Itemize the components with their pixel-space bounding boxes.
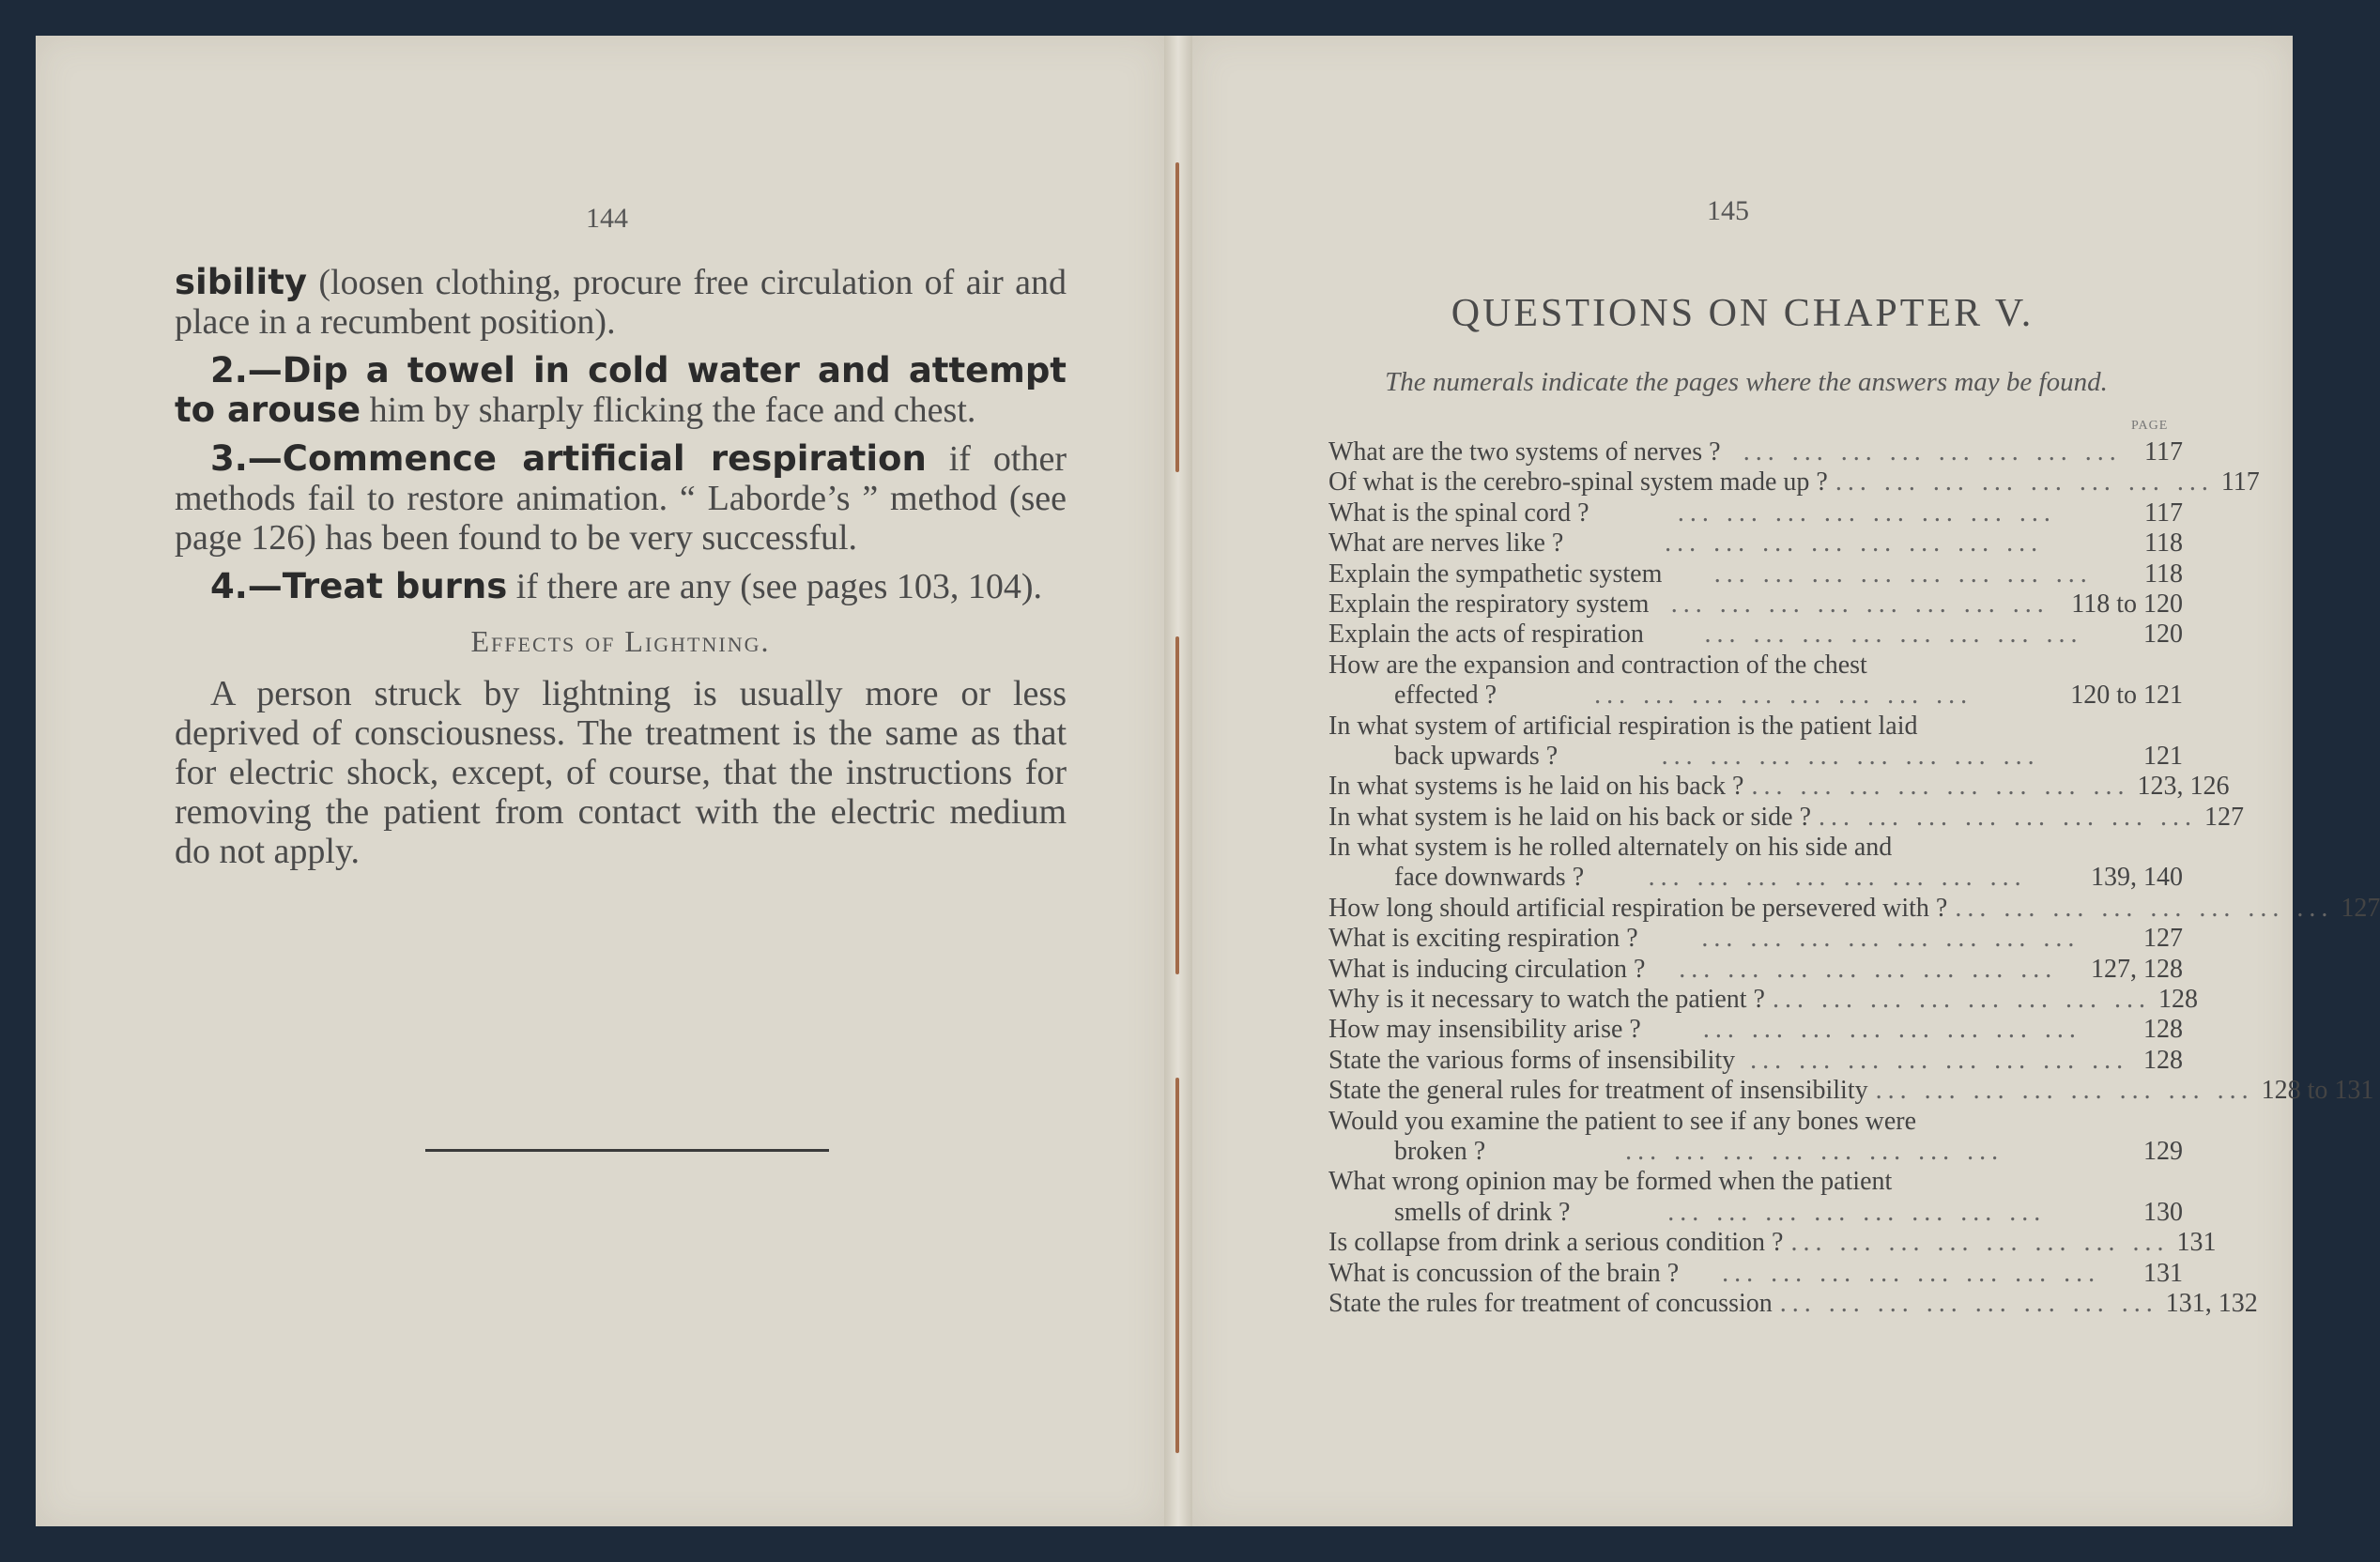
question-text: Explain the respiratory system <box>1328 589 1650 619</box>
question-page-ref: 127 <box>2341 893 2380 923</box>
page-number-left: 144 <box>586 203 628 234</box>
leader-dots: ... ... ... ... ... ... ... ... <box>1713 559 2093 589</box>
question-text: What is inducing circulation ? <box>1328 954 1646 984</box>
question-text: Why is it necessary to watch the patient ? <box>1328 985 1765 1015</box>
question-page-ref: 131 <box>2176 1228 2217 1258</box>
leader-dots: ... ... ... ... ... ... ... ... <box>1677 498 2056 528</box>
question-text: What are the two systems of nerves ? <box>1328 437 1721 467</box>
question-page-ref: 117 <box>2144 498 2183 528</box>
question-line <box>1328 985 2198 1015</box>
question-page-ref: 118 <box>2144 559 2183 589</box>
chapter-note: The numerals indicate the pages where the answers may be found. <box>1385 367 2108 397</box>
paragraph-dip-towel: 2.—Dip a towel in cold water and attempt to arouse him by sharply flicking the face and chest. <box>175 350 1067 430</box>
chapter-title: QUESTIONS ON CHAPTER V. <box>1451 292 2035 335</box>
leader-dots: ... ... ... ... ... ... ... ... <box>1648 863 2027 893</box>
question-page-ref: 128 to 131 <box>2261 1076 2374 1106</box>
paragraph-artificial-respiration: 3.—Commence artificial respiration if other methods fail to restore animation. “ Laborde’s ” method (see page 126) has been found to be very successful. <box>175 438 1067 558</box>
question-text: What are nerves like ? <box>1328 528 1564 559</box>
questions-list <box>1328 437 2380 1319</box>
page-number-right: 145 <box>1707 195 1749 226</box>
question-line <box>1328 955 2183 985</box>
question-page-ref: 131 <box>2143 1258 2183 1288</box>
question-page-ref: 120 to 121 <box>2070 681 2183 711</box>
question-text: How long should artificial respiration be persevered with ? <box>1328 893 1948 923</box>
leader-dots: ... ... ... ... ... ... ... ... <box>1701 924 2081 954</box>
question-page-ref: 117 <box>2220 467 2260 498</box>
question-line <box>1328 802 2245 833</box>
question-line <box>1328 651 2183 681</box>
question-line <box>1328 1198 2183 1228</box>
question-text: Is collapse from drink a serious condition ? <box>1328 1228 1784 1258</box>
question-line <box>1328 437 2183 467</box>
leader-dots: ... ... ... ... ... ... ... ... <box>1835 467 2214 498</box>
question-text: State the general rules for treatment of insensibility <box>1328 1076 1868 1106</box>
leader-dots: ... ... ... ... ... ... ... ... <box>1955 893 2334 923</box>
question-text: face downwards ? <box>1394 863 1585 893</box>
question-text: What is concussion of the brain ? <box>1328 1258 1680 1288</box>
left-page-text <box>175 263 1067 881</box>
question-text: back upwards ? <box>1394 741 1559 771</box>
question-page-ref: 129 <box>2143 1136 2183 1166</box>
end-rule <box>425 1149 829 1152</box>
question-line <box>1328 863 2183 893</box>
question-line <box>1328 924 2183 954</box>
question-text: In what system of artificial respiration is the patient laid <box>1328 711 1918 741</box>
page-column-label: PAGE <box>2131 419 2169 433</box>
question-page-ref: 118 to 120 <box>2071 589 2183 619</box>
leader-dots: ... ... ... ... ... ... ... ... <box>1875 1076 2254 1106</box>
question-text: State the rules for treatment of concussion <box>1328 1288 1773 1318</box>
question-page-ref: 117 <box>2144 437 2183 467</box>
question-page-ref: 128 <box>2143 1015 2183 1045</box>
binding-thread <box>1175 162 1179 472</box>
question-line <box>1328 833 2183 863</box>
question-line <box>1328 1288 2258 1319</box>
paragraph-sibility: sibility (loosen clothing, procure free circulation of air and place in a recumbent position). <box>175 262 1067 342</box>
leader-dots: ... ... ... ... ... ... ... ... <box>1743 437 2122 467</box>
question-page-ref: 123, 126 <box>2137 772 2230 802</box>
question-text: What wrong opinion may be formed when the patient <box>1328 1167 1893 1197</box>
question-page-ref: 130 <box>2143 1197 2183 1227</box>
question-line <box>1328 1259 2183 1289</box>
leader-dots: ... ... ... ... ... ... ... ... <box>1704 620 2083 650</box>
leader-dots: ... ... ... ... ... ... ... ... <box>1751 772 2130 802</box>
question-text: How may insensibility arise ? <box>1328 1015 1641 1045</box>
question-text: In what system is he laid on his back or side ? <box>1328 802 1812 832</box>
question-page-ref: 120 <box>2143 620 2183 650</box>
question-line <box>1328 681 2183 711</box>
leader-dots: ... ... ... ... ... ... ... ... <box>1772 985 2151 1015</box>
question-text: Of what is the cerebro-spinal system made up ? <box>1328 467 1828 498</box>
leader-dots: ... ... ... ... ... ... ... ... <box>1625 1136 2004 1166</box>
question-line <box>1328 1137 2183 1167</box>
question-page-ref: 118 <box>2144 528 2183 559</box>
question-text: What is the spinal cord ? <box>1328 498 1589 528</box>
leader-dots: ... ... ... ... ... ... ... ... <box>1750 1045 2129 1075</box>
leader-dots: ... ... ... ... ... ... ... ... <box>1819 802 2198 832</box>
leader-dots: ... ... ... ... ... ... ... ... <box>1679 954 2058 984</box>
question-page-ref: 127 <box>2143 924 2183 954</box>
question-line <box>1328 772 2230 802</box>
leader-dots: ... ... ... ... ... ... ... ... <box>1779 1288 2158 1318</box>
question-page-ref: 128 <box>2157 985 2198 1015</box>
binding-thread <box>1175 636 1179 974</box>
question-text: In what systems is he laid on his back ? <box>1328 772 1744 802</box>
question-page-ref: 121 <box>2143 741 2183 771</box>
question-page-ref: 127 <box>2204 802 2245 832</box>
question-line <box>1328 1107 2183 1137</box>
question-text: effected ? <box>1394 681 1497 711</box>
question-text: State the various forms of insensibility <box>1328 1045 1736 1075</box>
right-page <box>1192 36 2380 1526</box>
question-page-ref: 127, 128 <box>2091 954 2183 984</box>
section-heading-lightning: Effects of Lightning. <box>470 624 771 658</box>
question-line <box>1328 893 2380 924</box>
leader-dots: ... ... ... ... ... ... ... ... <box>1790 1228 2170 1258</box>
question-line <box>1328 1015 2183 1045</box>
question-line <box>1328 498 2183 528</box>
question-line <box>1328 620 2183 650</box>
leader-dots: ... ... ... ... ... ... ... ... <box>1702 1015 2081 1045</box>
question-text: Would you examine the patient to see if any bones were <box>1328 1106 1916 1136</box>
question-line <box>1328 712 2183 742</box>
question-line <box>1328 528 2183 559</box>
leader-dots: ... ... ... ... ... ... ... ... <box>1661 741 2040 771</box>
binding-thread <box>1175 1078 1179 1453</box>
question-text: Explain the sympathetic system <box>1328 559 1663 589</box>
question-text: What is exciting respiration ? <box>1328 924 1638 954</box>
left-page <box>36 36 1164 1526</box>
paragraph-treat-burns: 4.—Treat burns if there are any (see pages 103, 104). <box>210 566 1043 606</box>
leader-dots: ... ... ... ... ... ... ... ... <box>1594 681 1973 711</box>
leader-dots: ... ... ... ... ... ... ... ... <box>1667 1197 2047 1227</box>
question-text: How are the expansion and contraction of the chest <box>1328 650 1867 680</box>
leader-dots: ... ... ... ... ... ... ... ... <box>1670 589 2050 619</box>
question-page-ref: 139, 140 <box>2091 863 2183 893</box>
book-spread <box>36 36 2380 1526</box>
question-line <box>1328 742 2183 772</box>
question-text: broken ? <box>1394 1136 1486 1166</box>
leader-dots: ... ... ... ... ... ... ... ... <box>1722 1258 2101 1288</box>
question-line <box>1328 559 2183 590</box>
question-text: smells of drink ? <box>1394 1197 1571 1227</box>
question-page-ref: 128 <box>2143 1045 2183 1075</box>
question-text: Explain the acts of respiration <box>1328 620 1644 650</box>
question-line <box>1328 1076 2374 1106</box>
question-line <box>1328 1228 2217 1258</box>
question-text: In what system is he rolled alternately on his side and <box>1328 833 1893 863</box>
question-line <box>1328 1167 2183 1197</box>
paragraph-lightning: A person struck by lightning is usually more or less deprived of consciousness. The treatment is the same as that for electric shock, except, of course, that the instructions for removing the patient from contact with the electric medium do not apply. <box>175 674 1067 871</box>
question-page-ref: 131, 132 <box>2165 1288 2258 1318</box>
question-line <box>1328 590 2183 620</box>
question-line <box>1328 467 2260 498</box>
leader-dots: ... ... ... ... ... ... ... ... <box>1665 528 2044 559</box>
question-line <box>1328 1046 2183 1076</box>
